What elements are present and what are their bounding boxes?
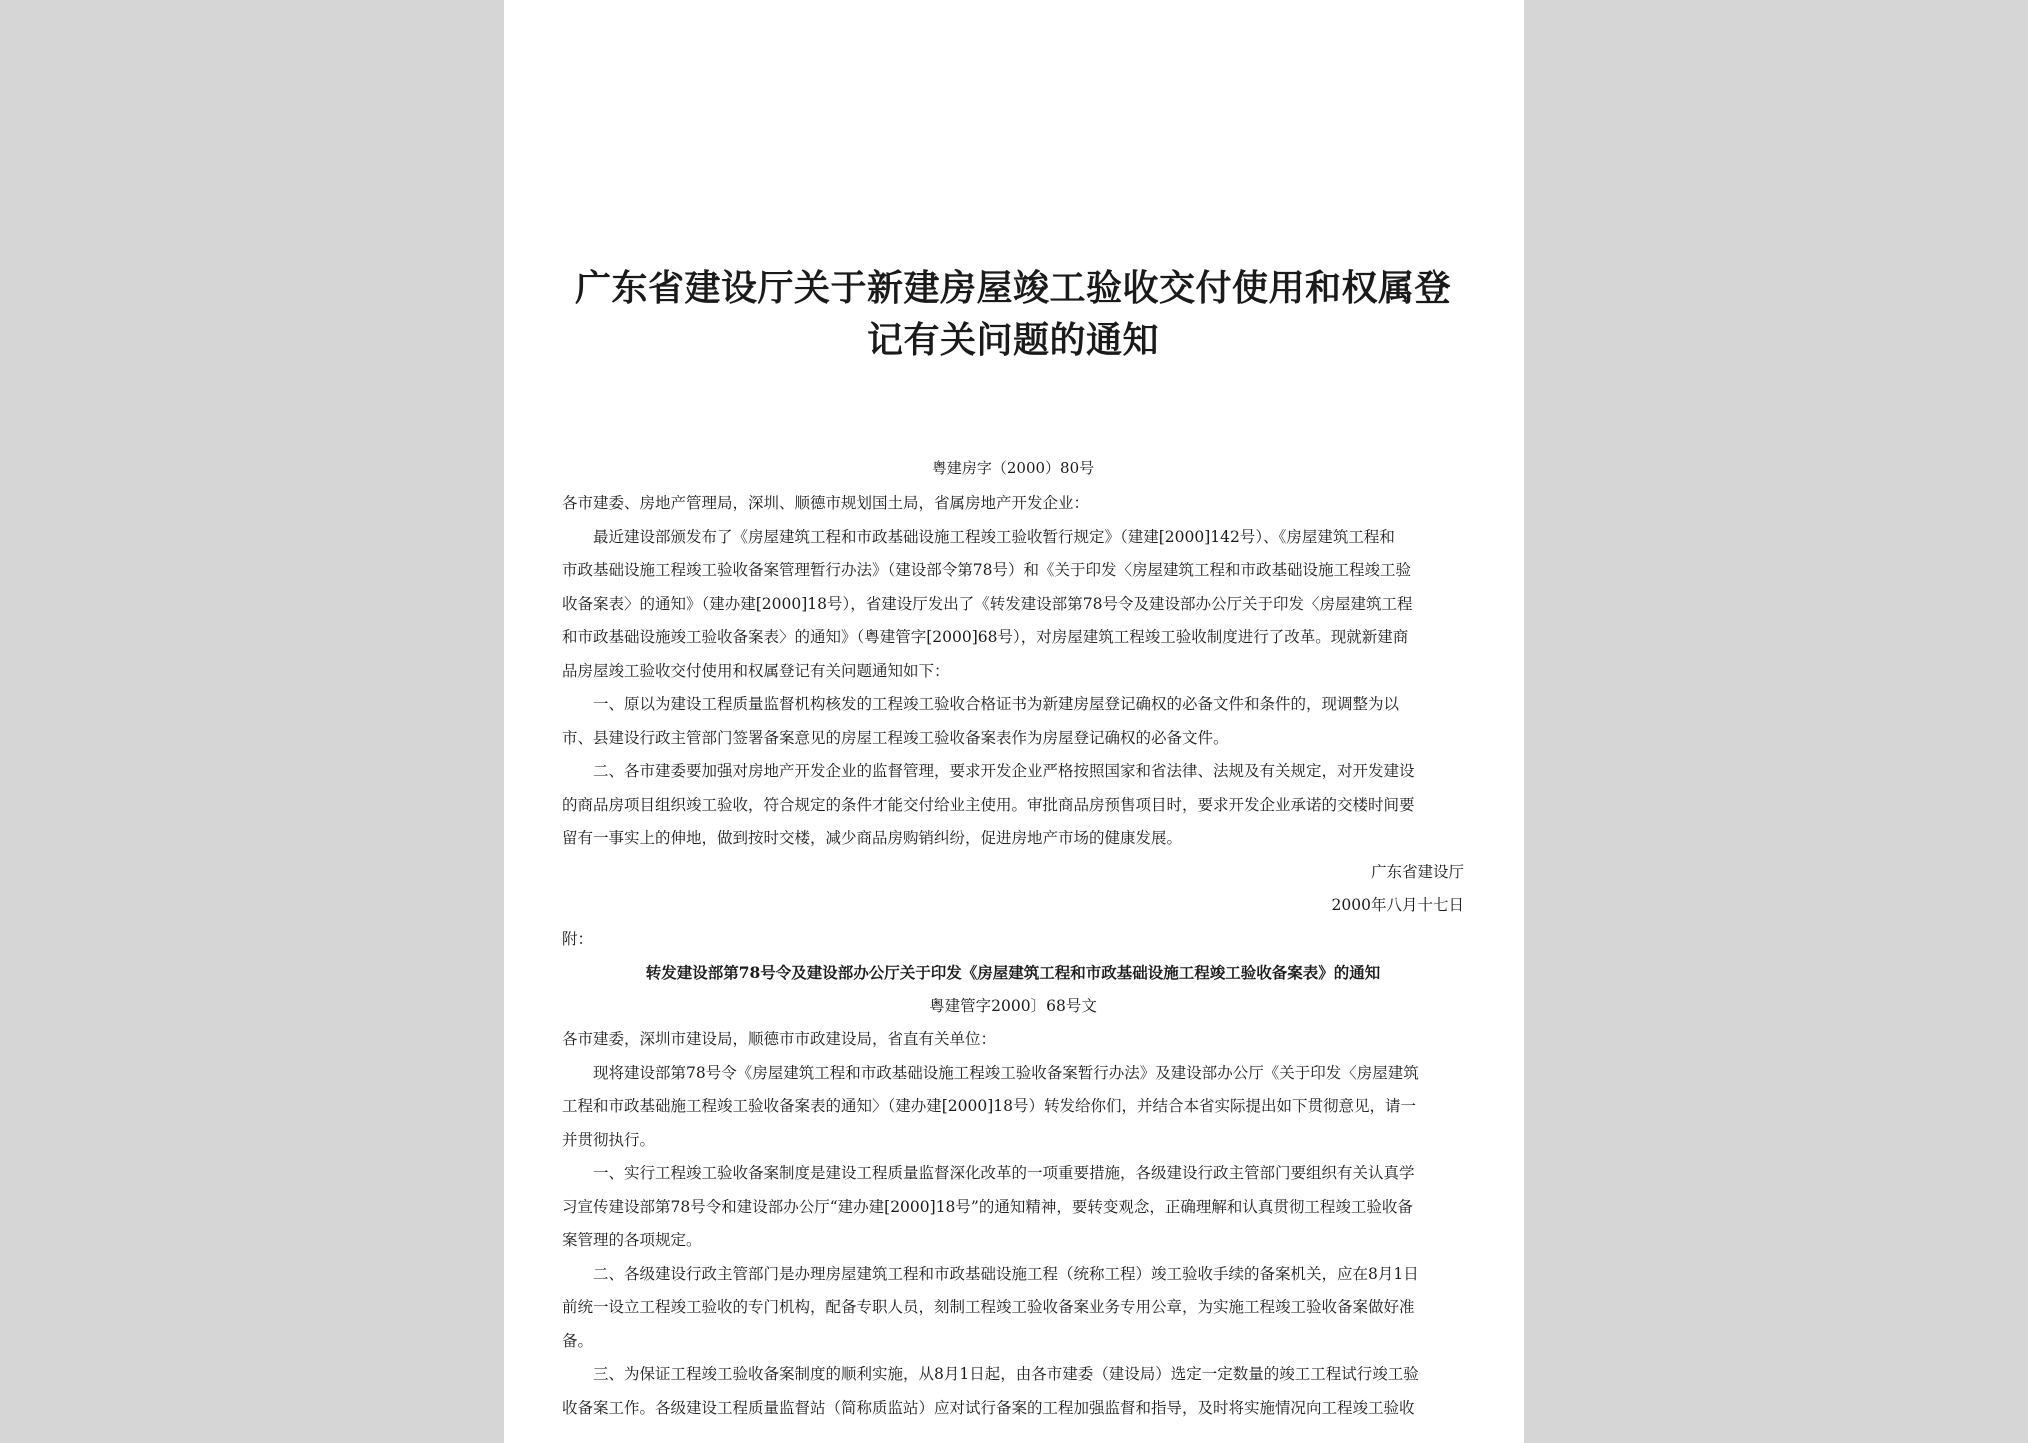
paragraph-line: 案管理的各项规定。: [562, 1231, 702, 1249]
paragraph-line: 备。: [562, 1331, 594, 1350]
title-line-1: 广东省建设厅关于新建房屋竣工验收交付使用和权属登: [574, 267, 1451, 309]
document-title: [562, 262, 1464, 366]
item-2-paragraph: [562, 755, 1464, 856]
annex-addressee: 各市建委，深圳市建设局，顺德市市政建设局，省直有关单位：: [562, 1030, 997, 1048]
paragraph-line: 一、实行工程竣工验收备案制度是建设工程质量监督深化改革的一项重要措施，各级建设行政主管部门要组织有关认真学: [593, 1164, 1415, 1182]
paragraph-line: 二、各级建设行政主管部门是办理房屋建筑工程和市政基础设施工程（统称工程）竣工验收手续的备案机关，应在8月1日: [593, 1264, 1419, 1283]
annex-item-3-paragraph: [562, 1358, 1464, 1425]
document-number: 粤建房字（2000）80号: [931, 459, 1095, 477]
paragraph-line: 和市政基础设施竣工验收备案表〉的通知》（粤建管字[2000]68号），对房屋建筑工程竣工验收制度进行了改革。现就新建商: [562, 628, 1409, 646]
paragraph-line: 的商品房项目组织竣工验收，符合规定的条件才能交付给业主使用。审批商品房预售项目时，要求开发企业承诺的交楼时间要: [562, 795, 1415, 814]
paragraph-line: 市、县建设行政主管部门签署备案意见的房屋工程竣工验收备案表作为房屋登记确权的必备文件。: [562, 728, 1229, 747]
item-1-paragraph: [562, 688, 1464, 755]
paragraph-line: 最近建设部颁发布了《房屋建筑工程和市政基础设施工程竣工验收暂行规定》（建建[2000]142号）、《房屋建筑工程和: [593, 527, 1395, 546]
signature: 广东省建设厅: [1370, 862, 1464, 881]
annex-intro-paragraph: [562, 1057, 1464, 1158]
paragraph-line: 并贯彻执行。: [562, 1130, 656, 1149]
paragraph-line: 市政基础设施工程竣工验收备案管理暂行办法》（建设部令第78号）和《关于印发〈房屋建筑工程和市政基础设施工程竣工验: [562, 561, 1411, 579]
document-page: [504, 0, 1524, 1443]
paragraph-line: 品房屋竣工验收交付使用和权属登记有关问题通知如下：: [562, 661, 950, 680]
addressee: 各市建委、房地产管理局，深圳、顺德市规划国土局，省属房地产开发企业：: [562, 494, 1090, 512]
paragraph-line: 收备案工作。各级建设工程质量监督站（简称质监站）应对试行备案的工程加强监督和指导，及时将实施情况向工程竣工验收: [562, 1398, 1415, 1417]
annex-label: 附：: [562, 929, 594, 948]
paragraph-line: 二、各市建委要加强对房地产开发企业的监督管理，要求开发企业严格按照国家和省法律、法规及有关规定，对开发建设: [593, 762, 1415, 780]
paragraph-line: 收备案表〉的通知》（建办建[2000]18号），省建设厅发出了《转发建设部第78号令及建设部办公厅关于印发〈房屋建筑工程: [562, 594, 1413, 613]
annex-item-2-paragraph: [562, 1258, 1464, 1359]
title-line-2: 记有关问题的通知: [866, 319, 1159, 361]
annex-item-1-paragraph: [562, 1157, 1464, 1258]
paragraph-line: 三、为保证工程竣工验收备案制度的顺利实施，从8月1日起，由各市建委（建设局）选定一定数量的竣工工程试行竣工验: [593, 1365, 1419, 1383]
paragraph-line: 留有一事实上的伸地，做到按时交楼，减少商品房购销纠纷，促进房地产市场的健康发展。: [562, 829, 1183, 847]
paragraph-line: 工程和市政基础施工程竣工验收备案表的通知〉（建办建[2000]18号）转发给你们，并结合本省实际提出如下贯彻意见，请一: [562, 1097, 1417, 1115]
paragraph-line: 习宣传建设部第78号令和建设部办公厅“建办建[2000]18号”的通知精神，要转变观念，正确理解和认真贯彻工程竣工验收备: [562, 1197, 1413, 1216]
paragraph-line: 前统一设立工程竣工验收的专门机构，配备专职人员，刻制工程竣工验收备案业务专用公章，为实施工程竣工验收备案做好准: [562, 1298, 1415, 1316]
paragraph-line: 一、原以为建设工程质量监督机构核发的工程竣工验收合格证书为新建房屋登记确权的必备文件和条件的，现调整为以: [593, 695, 1400, 713]
paragraph-line: 现将建设部第78号令《房屋建筑工程和市政基础设施工程竣工验收备案暂行办法》及建设部办公厅《关于印发〈房屋建筑: [593, 1063, 1419, 1082]
document-date: 2000年八月十七日: [1331, 896, 1464, 914]
intro-paragraph: [562, 521, 1464, 689]
annex-title: 转发建设部第78号令及建设部办公厅关于印发《房屋建筑工程和市政基础设施工程竣工验收备案表》的通知: [645, 963, 1381, 982]
annex-document-number: 粤建管字2000〕68号文: [929, 996, 1097, 1015]
